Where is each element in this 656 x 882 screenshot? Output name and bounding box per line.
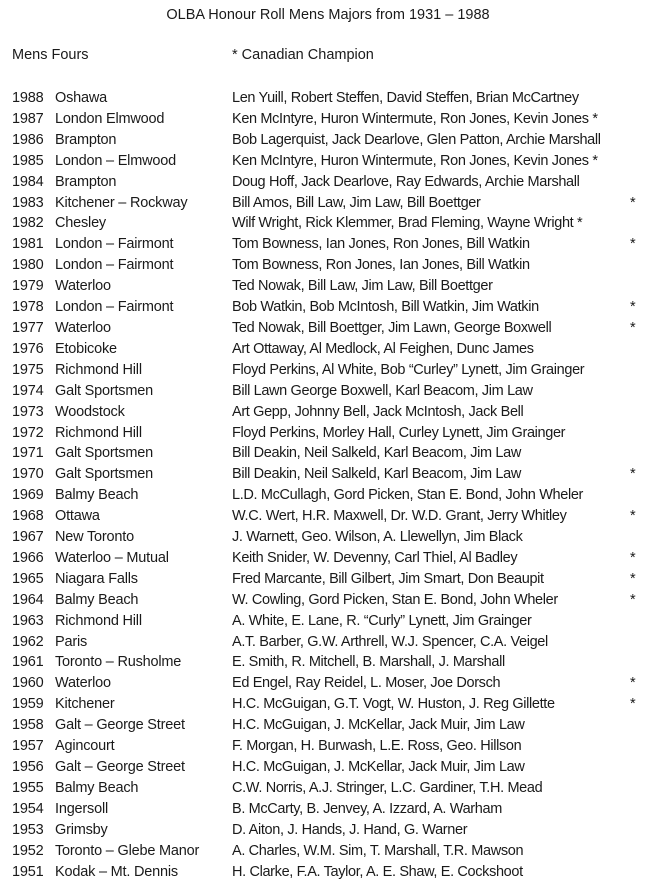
entry-club: Balmy Beach [55, 591, 139, 608]
honour-roll-row [0, 778, 656, 799]
entry-club: Ottawa [55, 508, 100, 525]
honour-roll-row [0, 423, 656, 444]
section-label: Mens Fours [12, 47, 89, 63]
honour-roll-row [0, 193, 656, 214]
entry-year: 1953 [12, 821, 44, 838]
entry-year: 1956 [12, 759, 44, 775]
entry-club: Toronto – Glebe Manor [55, 842, 200, 859]
entry-club: Etobicoke [55, 340, 117, 357]
document-title: OLBA Honour Roll Mens Majors from 1931 – 1988 [166, 7, 490, 23]
entry-club: Balmy Beach [55, 487, 139, 504]
honour-roll-row [0, 130, 656, 151]
entry-club: Ingersoll [55, 800, 109, 817]
honour-roll-row [0, 234, 656, 255]
entry-year: 1958 [12, 717, 44, 734]
entry-club: London – Fairmont [55, 257, 174, 274]
entry-players: Doug Hoff, Jack Dearlove, Ray Edwards, Archie Marshall [232, 173, 580, 190]
entry-players: Ken McIntyre, Huron Wintermute, Ron Jones, Kevin Jones * [232, 152, 598, 169]
entry-year: 1976 [12, 340, 44, 357]
entry-players: Bill Lawn George Boxwell, Karl Beacom, Jim Law [232, 382, 533, 399]
entry-year: 1970 [12, 466, 44, 483]
honour-roll-row [0, 590, 656, 611]
entry-year: 1987 [12, 110, 44, 127]
entry-club: Richmond Hill [55, 424, 142, 441]
honour-roll-row [0, 799, 656, 820]
entry-year: 1960 [12, 675, 44, 692]
entry-year: 1968 [12, 508, 44, 525]
entry-club: London – Fairmont [55, 236, 174, 253]
entry-year: 1962 [12, 633, 44, 650]
entry-year: 1964 [12, 591, 44, 608]
entry-players: Floyd Perkins, Al White, Bob “Curley” Lynett, Jim Grainger [232, 361, 585, 378]
entry-club: London Elmwood [55, 110, 165, 127]
entry-year: 1957 [12, 738, 44, 755]
entry-players: Bill Deakin, Neil Salkeld, Karl Beacom, Jim Law [232, 466, 521, 483]
honour-roll-row [0, 820, 656, 841]
entry-players: Wilf Wright, Rick Klemmer, Brad Fleming, Wayne Wright * [232, 215, 583, 232]
entry-players: E. Smith, R. Mitchell, B. Marshall, J. Marshall [232, 654, 505, 671]
entry-year: 1969 [12, 487, 44, 504]
entry-players: B. McCarty, B. Jenvey, A. Izzard, A. Warham [232, 800, 502, 817]
entry-players: Art Ottaway, Al Medlock, Al Feighen, Dunc James [232, 340, 534, 357]
entry-club: Woodstock [55, 403, 125, 420]
entry-champion-marker: * [630, 591, 636, 608]
entry-club: Niagara Falls [55, 570, 138, 587]
entry-players: H.C. McGuigan, J. McKellar, Jack Muir, Jim Law [232, 717, 525, 734]
entry-champion-marker: * [630, 675, 636, 692]
entry-club: Paris [55, 633, 88, 650]
entry-players: H. Clarke, F.A. Taylor, A. E. Shaw, E. Cockshoot [232, 863, 523, 880]
honour-roll-list [0, 88, 656, 882]
entry-players: A. Charles, W.M. Sim, T. Marshall, T.R. Mawson [232, 842, 524, 859]
entry-players: Bob Watkin, Bob McIntosh, Bill Watkin, Jim Watkin [232, 299, 539, 316]
entry-champion-marker: * [630, 299, 636, 316]
honour-roll-row [0, 715, 656, 736]
entry-players: Ed Engel, Ray Reidel, L. Moser, Joe Dorsch [232, 675, 501, 692]
entry-champion-marker: * [630, 570, 636, 587]
entry-club: Galt Sportsmen [55, 466, 153, 483]
entry-players: Art Gepp, Johnny Bell, Jack McIntosh, Jack Bell [232, 403, 524, 420]
entry-year: 1986 [12, 131, 44, 148]
entry-champion-marker: * [630, 466, 636, 483]
entry-club: Waterloo – Mutual [55, 549, 169, 566]
entry-year: 1952 [12, 842, 44, 859]
entry-players: Bill Amos, Bill Law, Jim Law, Bill Boettger [232, 194, 481, 211]
honour-roll-row [0, 213, 656, 234]
honour-roll-row [0, 172, 656, 193]
honour-roll-row [0, 109, 656, 130]
entry-club: Oshawa [55, 90, 107, 106]
entry-champion-marker: * [630, 508, 636, 525]
entry-year: 1955 [12, 779, 44, 796]
entry-club: London – Elmwood [55, 152, 176, 169]
honour-roll-row [0, 276, 656, 297]
entry-players: Tom Bowness, Ron Jones, Ian Jones, Bill Watkin [232, 257, 530, 274]
honour-roll-row [0, 297, 656, 318]
entry-year: 1959 [12, 696, 44, 713]
entry-players: Ted Nowak, Bill Law, Jim Law, Bill Boettger [232, 278, 493, 295]
entry-players: Bill Deakin, Neil Salkeld, Karl Beacom, Jim Law [232, 445, 521, 462]
entry-year: 1965 [12, 570, 44, 587]
honour-roll-row [0, 569, 656, 590]
entry-year: 1975 [12, 361, 44, 378]
honour-roll-row [0, 841, 656, 862]
entry-club: London – Fairmont [55, 299, 174, 316]
entry-club: Waterloo [55, 319, 111, 336]
entry-champion-marker: * [630, 236, 636, 253]
entry-club: Grimsby [55, 821, 108, 838]
entry-players: J. Warnett, Geo. Wilson, A. Llewellyn, Jim Black [232, 529, 523, 546]
entry-champion-marker: * [630, 696, 636, 713]
entry-year: 1982 [12, 215, 44, 232]
entry-club: Kodak – Mt. Dennis [55, 863, 178, 880]
entry-players: A. White, E. Lane, R. “Curly” Lynett, Jim Grainger [232, 612, 532, 629]
entry-year: 1980 [12, 257, 44, 274]
honour-roll-row [0, 360, 656, 381]
entry-players: D. Aiton, J. Hands, J. Hand, G. Warner [232, 821, 468, 838]
entry-club: Chesley [55, 215, 106, 232]
column-header-row [0, 46, 656, 64]
honour-roll-row [0, 443, 656, 464]
entry-champion-marker: * [630, 319, 636, 336]
entry-players: F. Morgan, H. Burwash, L.E. Ross, Geo. Hillson [232, 738, 522, 755]
honour-roll-row [0, 527, 656, 548]
honour-roll-row [0, 339, 656, 360]
entry-club: Galt – George Street [55, 759, 185, 775]
entry-year: 1983 [12, 194, 44, 211]
entry-year: 1972 [12, 424, 44, 441]
entry-year: 1971 [12, 445, 44, 462]
entry-year: 1974 [12, 382, 44, 399]
honour-roll-row [0, 673, 656, 694]
entry-players: Ken McIntyre, Huron Wintermute, Ron Jones, Kevin Jones * [232, 110, 598, 127]
entry-players: Floyd Perkins, Morley Hall, Curley Lynett, Jim Grainger [232, 424, 566, 441]
entry-champion-marker: * [630, 549, 636, 566]
entry-year: 1951 [12, 863, 44, 880]
entry-club: Brampton [55, 173, 117, 190]
entry-club: Richmond Hill [55, 612, 142, 629]
entry-players: Fred Marcante, Bill Gilbert, Jim Smart, Don Beaupit [232, 570, 544, 587]
entry-club: Richmond Hill [55, 361, 142, 378]
honour-roll-row [0, 381, 656, 402]
entry-club: Galt – George Street [55, 717, 185, 734]
entry-club: Toronto – Rusholme [55, 654, 182, 671]
entry-club: Galt Sportsmen [55, 382, 153, 399]
honour-roll-row [0, 506, 656, 527]
entry-players: Bob Lagerquist, Jack Dearlove, Glen Patton, Archie Marshall [232, 131, 601, 148]
entry-club: Kitchener – Rockway [55, 194, 188, 211]
entry-club: Waterloo [55, 675, 111, 692]
entry-club: Galt Sportsmen [55, 445, 153, 462]
honour-roll-row [0, 402, 656, 423]
entry-players: W.C. Wert, H.R. Maxwell, Dr. W.D. Grant, Jerry Whitley [232, 508, 567, 525]
entry-players: H.C. McGuigan, J. McKellar, Jack Muir, Jim Law [232, 759, 525, 775]
entry-year: 1977 [12, 319, 44, 336]
entry-year: 1984 [12, 173, 44, 190]
entry-players: W. Cowling, Gord Picken, Stan E. Bond, John Wheler [232, 591, 558, 608]
honour-roll-row [0, 255, 656, 276]
entry-club: Kitchener [55, 696, 115, 713]
entry-players: L.D. McCullagh, Gord Picken, Stan E. Bond, John Wheler [232, 487, 584, 504]
entry-players: C.W. Norris, A.J. Stringer, L.C. Gardiner, T.H. Mead [232, 779, 543, 796]
entry-year: 1973 [12, 403, 44, 420]
entry-players: Keith Snider, W. Devenny, Carl Thiel, Al Badley [232, 549, 518, 566]
entry-club: Waterloo [55, 278, 111, 295]
entry-year: 1978 [12, 299, 44, 316]
entry-year: 1954 [12, 800, 44, 817]
entry-players: H.C. McGuigan, G.T. Vogt, W. Huston, J. Reg Gillette [232, 696, 555, 713]
honour-roll-row [0, 318, 656, 339]
honour-roll-row [0, 88, 656, 109]
honour-roll-row [0, 862, 656, 882]
entry-year: 1988 [12, 90, 44, 106]
honour-roll-row [0, 611, 656, 632]
entry-players: Tom Bowness, Ian Jones, Ron Jones, Bill Watkin [232, 236, 530, 253]
honour-roll-row [0, 151, 656, 172]
honour-roll-row [0, 694, 656, 715]
entry-club: Balmy Beach [55, 779, 139, 796]
entry-year: 1961 [12, 654, 44, 671]
honour-roll-row [0, 757, 656, 778]
entry-year: 1967 [12, 529, 44, 546]
entry-year: 1979 [12, 278, 44, 295]
honour-roll-row [0, 736, 656, 757]
honour-roll-row [0, 652, 656, 673]
honour-roll-row [0, 632, 656, 653]
legend-note: * Canadian Champion [232, 47, 374, 63]
entry-year: 1963 [12, 612, 44, 629]
entry-players: Ted Nowak, Bill Boettger, Jim Lawn, George Boxwell [232, 319, 552, 336]
entry-year: 1985 [12, 152, 44, 169]
entry-club: New Toronto [55, 529, 134, 546]
honour-roll-row [0, 485, 656, 506]
entry-club: Agincourt [55, 738, 115, 755]
entry-players: Len Yuill, Robert Steffen, David Steffen, Brian McCartney [232, 90, 579, 106]
entry-year: 1966 [12, 549, 44, 566]
entry-players: A.T. Barber, G.W. Arthrell, W.J. Spencer, C.A. Veigel [232, 633, 548, 650]
entry-champion-marker: * [630, 194, 636, 211]
honour-roll-row [0, 464, 656, 485]
entry-year: 1981 [12, 236, 44, 253]
entry-club: Brampton [55, 131, 117, 148]
honour-roll-row [0, 548, 656, 569]
